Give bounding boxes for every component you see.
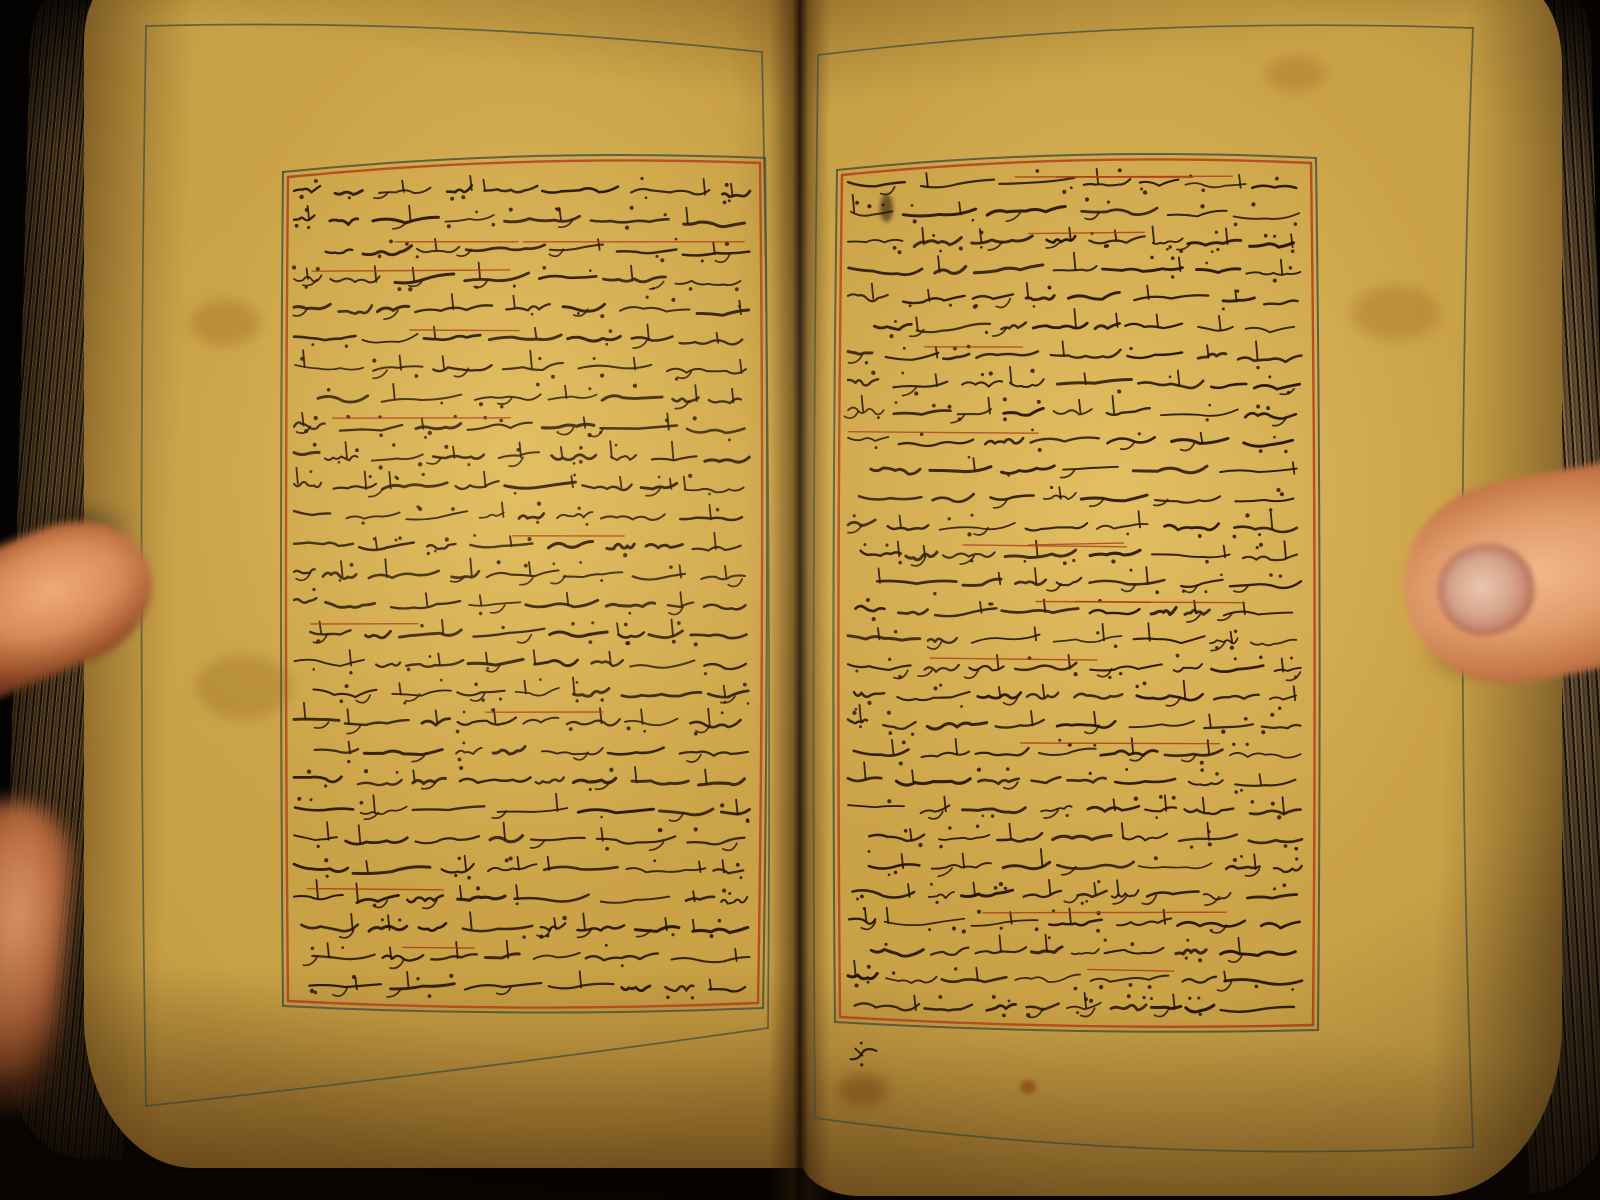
gutter-shadow (770, 0, 830, 1200)
paper-stain (1020, 1080, 1036, 1094)
paper-stain (190, 300, 260, 346)
paper-stain (1266, 56, 1326, 92)
paper-stain (838, 1074, 888, 1106)
paper-stain (1352, 286, 1440, 340)
paper-stain (196, 655, 292, 719)
right-index-fingernail (1430, 536, 1541, 643)
left-page (84, 0, 802, 1168)
ink-smudge (880, 194, 893, 222)
